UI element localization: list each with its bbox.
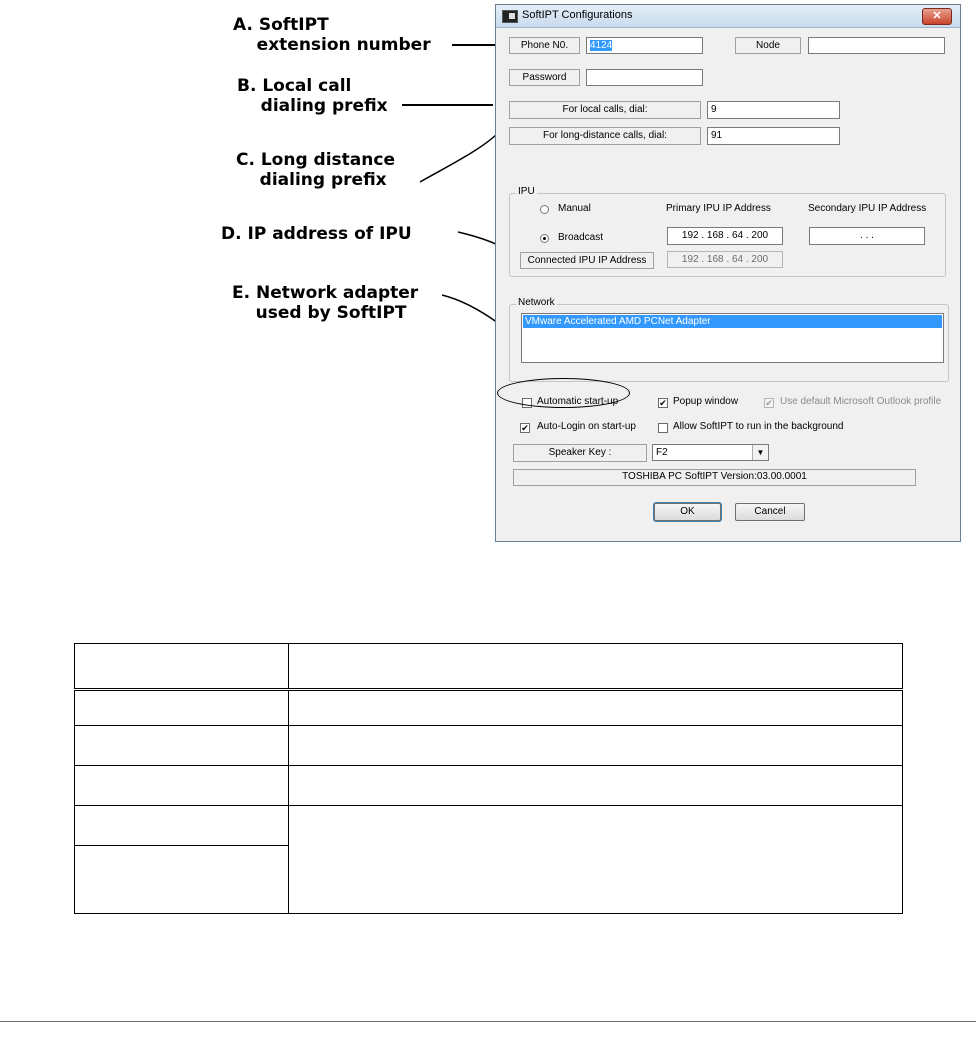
long-distance-label: For long-distance calls, dial: xyxy=(509,127,701,145)
table-row xyxy=(75,766,903,806)
secondary-ipu-label: Secondary IPU IP Address xyxy=(808,203,927,214)
table-cell xyxy=(289,726,903,766)
callout-network-adapter: E. Network adapter used by SoftIPT xyxy=(232,283,419,323)
softipt-config-dialog xyxy=(495,4,961,542)
primary-ipu-input[interactable]: 192 . 168 . 64 . 200 xyxy=(667,227,783,245)
manual-radio[interactable] xyxy=(540,205,549,214)
reference-table xyxy=(74,643,903,914)
node-label: Node xyxy=(735,37,801,54)
phone-no-value: 4124 xyxy=(590,40,613,51)
table-cell xyxy=(289,644,903,690)
table-row xyxy=(75,726,903,766)
app-icon xyxy=(502,10,518,23)
phone-no-input[interactable] xyxy=(586,37,703,54)
ipu-group-title: IPU xyxy=(518,186,535,197)
secondary-ipu-input[interactable]: . . . xyxy=(809,227,925,245)
node-input[interactable] xyxy=(808,37,945,54)
close-button[interactable]: ✕ xyxy=(922,8,952,25)
background-checkbox[interactable] xyxy=(658,423,668,433)
table-row xyxy=(75,806,903,846)
callout-long-distance-prefix: C. Long distance dialing prefix xyxy=(236,150,395,190)
outlook-profile-label: Use default Microsoft Outlook profile xyxy=(780,396,942,407)
automatic-startup-label: Automatic start-up xyxy=(537,396,619,407)
table-cell xyxy=(75,726,289,766)
leader-line-e xyxy=(442,295,498,323)
table-cell xyxy=(289,766,903,806)
table-cell xyxy=(75,846,289,914)
broadcast-label: Broadcast xyxy=(558,232,604,243)
ok-button[interactable]: OK xyxy=(654,503,721,521)
table-cell xyxy=(289,806,903,914)
automatic-startup-highlight xyxy=(497,378,630,408)
table-cell xyxy=(289,690,903,726)
chevron-down-icon[interactable]: ▼ xyxy=(752,445,768,460)
auto-login-checkbox[interactable]: ✔ xyxy=(521,423,529,433)
table-row xyxy=(75,690,903,726)
connected-ipu-label: Connected IPU IP Address xyxy=(520,252,654,269)
cancel-button[interactable]: Cancel xyxy=(735,503,805,521)
popup-window-checkbox[interactable]: ✔ xyxy=(659,398,667,408)
version-status: TOSHIBA PC SoftIPT Version:03.00.0001 xyxy=(513,469,916,486)
long-distance-input[interactable]: 91 xyxy=(707,127,840,145)
table-cell xyxy=(75,690,289,726)
connected-ipu-value: 192 . 168 . 64 . 200 xyxy=(667,251,783,268)
password-label: Password xyxy=(509,69,580,86)
speaker-key-select[interactable] xyxy=(652,444,769,461)
network-adapter-item[interactable]: VMware Accelerated AMD PCNet Adapter xyxy=(523,315,942,328)
dialog-title: SoftIPT Configurations xyxy=(522,9,633,21)
background-label: Allow SoftIPT to run in the background xyxy=(673,421,844,432)
table-header-row xyxy=(75,644,903,690)
local-calls-label: For local calls, dial: xyxy=(509,101,701,119)
speaker-key-value: F2 xyxy=(656,447,668,458)
manual-label: Manual xyxy=(558,203,591,214)
footer-divider xyxy=(0,1021,976,1022)
outlook-profile-checkbox: ✔ xyxy=(765,398,773,408)
speaker-key-label: Speaker Key : xyxy=(513,444,647,462)
auto-login-label: Auto-Login on start-up xyxy=(537,421,636,432)
callout-extension-number: A. SoftIPT extension number xyxy=(233,15,431,55)
password-input[interactable] xyxy=(586,69,703,86)
network-group-title: Network xyxy=(518,297,555,308)
leader-line-c xyxy=(420,134,497,182)
phone-no-label: Phone N0. xyxy=(509,37,580,54)
local-calls-input[interactable]: 9 xyxy=(707,101,840,119)
table-cell xyxy=(75,644,289,690)
callout-local-prefix: B. Local call dialing prefix xyxy=(237,76,388,116)
table-cell xyxy=(75,766,289,806)
network-adapter-list[interactable] xyxy=(521,313,944,363)
callout-ipu-address: D. IP address of IPU xyxy=(221,224,412,244)
broadcast-radio[interactable] xyxy=(540,234,549,243)
leader-line-d xyxy=(458,232,500,246)
primary-ipu-label: Primary IPU IP Address xyxy=(666,203,771,214)
dialog-title-bar[interactable] xyxy=(496,5,960,28)
table-cell xyxy=(75,806,289,846)
popup-window-label: Popup window xyxy=(673,396,739,407)
